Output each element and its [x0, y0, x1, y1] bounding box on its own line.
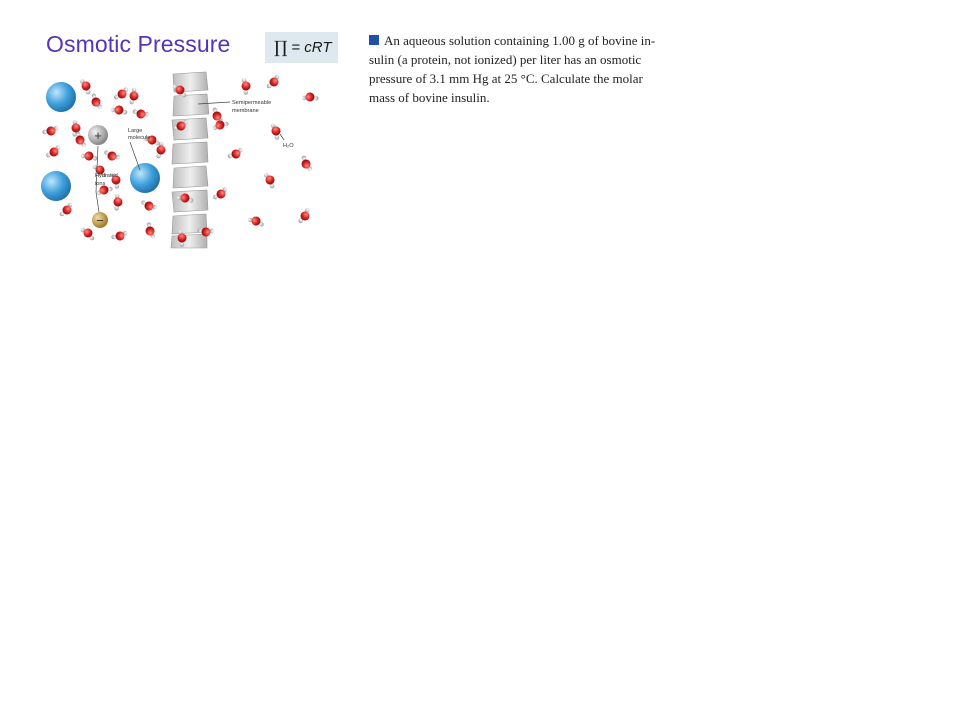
cation-sign: +: [94, 128, 102, 143]
water-molecule: [298, 155, 315, 171]
oxygen-atom: [113, 104, 125, 116]
osmosis-illustration: [40, 70, 325, 250]
water-molecule: [108, 193, 126, 212]
water-molecule: [42, 121, 60, 139]
water-molecule: [114, 86, 129, 102]
water-leader-line: [280, 134, 284, 140]
oxygen-atom: [112, 196, 125, 209]
problem-line: pressure of 3.1 mm Hg at 25 °C. Calculate the molar: [369, 71, 643, 86]
anion: [92, 212, 108, 228]
water-molecule: [227, 145, 243, 162]
slide-title: Osmotic Pressure: [46, 31, 231, 57]
water-label: H₂O: [283, 143, 294, 149]
anion-sign: −: [96, 213, 104, 228]
water-molecule: [142, 222, 160, 240]
oxygen-atom: [63, 206, 72, 215]
water-molecule: [213, 186, 228, 202]
water-molecule: [141, 197, 158, 213]
water-molecule: [267, 75, 280, 89]
water-molecule: [81, 228, 95, 241]
oxygen-atom: [83, 150, 95, 162]
large-molecule-label-line-2: molecule: [128, 135, 151, 141]
water-molecule: [247, 214, 264, 230]
water-molecule: [104, 147, 121, 163]
membrane-label-line-2: membrane: [232, 108, 259, 114]
water-molecule: [66, 119, 84, 138]
oxygen-atom: [176, 86, 185, 95]
cation: [88, 125, 108, 145]
oxygen-atom: [155, 144, 167, 156]
water-molecule: [77, 79, 94, 95]
problem-line: mass of bovine insulin.: [369, 90, 490, 105]
problem-statement: [369, 31, 739, 107]
water-molecule: [236, 77, 255, 95]
membrane-label-line-1: Semipermeable: [232, 100, 272, 106]
water-molecule: [88, 93, 105, 109]
water-molecule: [297, 208, 312, 224]
water-molecule: [46, 144, 61, 160]
water-molecule: [111, 226, 129, 244]
formula-equals: =: [291, 39, 301, 56]
problem-line: [369, 31, 739, 50]
square-bullet-icon: [369, 35, 379, 45]
water-molecule: [266, 123, 284, 141]
formula-pi-symbol: ∏: [274, 37, 288, 58]
water-molecule: [261, 173, 278, 189]
oxygen-atom: [270, 78, 279, 87]
formula-rhs: cRT: [304, 39, 332, 56]
oxygen-atom: [135, 108, 147, 120]
large-molecule: [41, 171, 71, 201]
semipermeable-membrane: [171, 72, 209, 248]
water-molecule: [132, 104, 150, 122]
problem-line: sulin (a protein, not ionized) per liter has an osmotic: [369, 52, 642, 67]
large-molecule-label-line-1: Large: [128, 128, 143, 134]
oxygen-atom: [84, 229, 93, 238]
large-molecule: [46, 82, 76, 112]
water-molecule: [80, 148, 98, 166]
water-molecule: [209, 107, 226, 123]
water-molecule: [301, 89, 320, 107]
water-molecule: [60, 203, 73, 217]
large-molecule: [130, 163, 160, 193]
problem-line-text: An aqueous solution containing 1.00 g of bovine in-: [384, 33, 656, 48]
osmotic-pressure-formula: [265, 32, 338, 63]
large-molecule-leader-line: [130, 142, 140, 170]
oxygen-atom: [304, 91, 317, 104]
oxygen-atom: [240, 80, 253, 93]
oxygen-atom: [128, 90, 140, 102]
oxygen-atom: [70, 122, 83, 135]
water-molecule: [110, 102, 128, 120]
hydrated-ions-label-line-2: ions: [95, 181, 106, 187]
hydrated-ions-label-line-1: Hydrated: [95, 173, 118, 179]
